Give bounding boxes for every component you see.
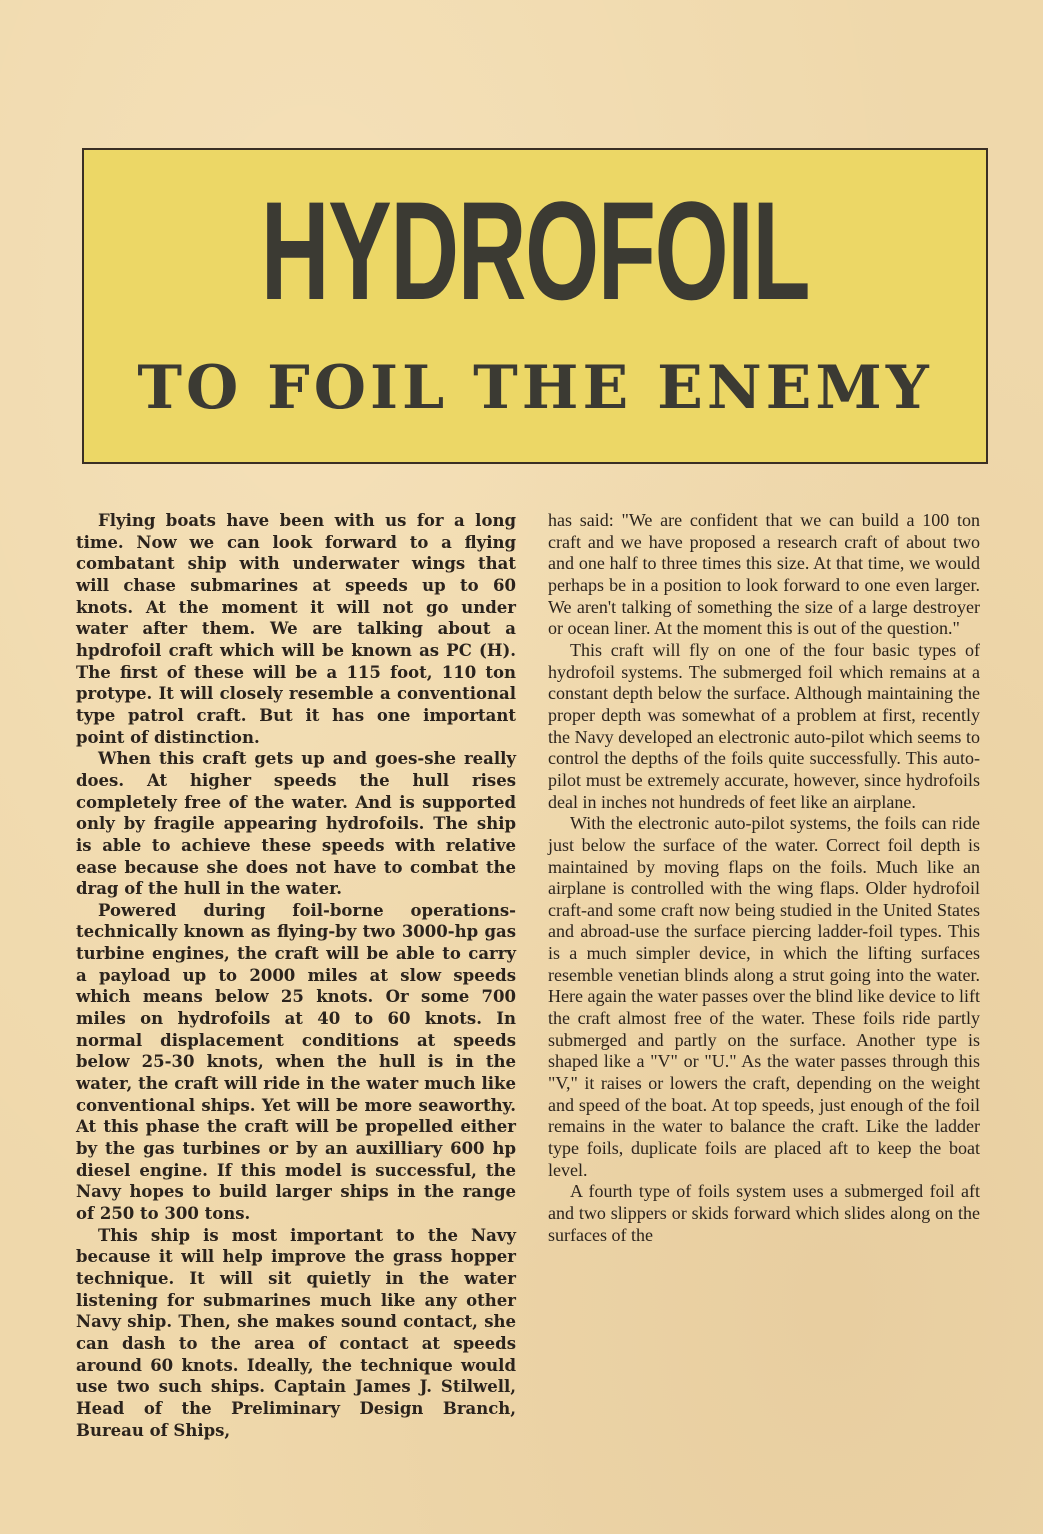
paragraph: With the electronic auto-pilot systems, the foils can ride just below the surface of the water. Correct foil depth is maintained by moving flaps on the foils. Much like an airplane is controlled with the wing flaps. Older hydrofoil craft-and some craft now being studied in the United States and abroad-use the surface piercing ladder-foil types. This is a much simpler device, in which the lifting surfaces resemble venetian blinds along a strut going into the water. Here again the water passes over the blind like device to lift the craft almost free of the water. These foils ride partly submerged and partly on the surface. Another type is shaped like a "V" or "U." As the water passes through this "V," it raises or lowers the craft, depending on the weight and speed of the boat. At top speeds, just enough of the foil remains in the water to balance the craft. Like the ladder type foils, duplicate foils are placed aft to keep the boat level.: [548, 813, 980, 1180]
left-column: [76, 510, 516, 1441]
article-body: [76, 510, 996, 1510]
paragraph: This craft will fly on one of the four basic types of hydrofoil systems. The submerged foil which remains at a constant depth below the surface. Although maintaining the proper depth was somewhat of a problem at first, recently the Navy developed an electronic auto-pilot which seems to control the depths of the foils quite successfully. This auto-pilot must be extremely accurate, however, since hydrofoils deal in inches not hundreds of feet like an airplane.: [548, 639, 980, 812]
right-column: [548, 510, 980, 1246]
paragraph: Powered during foil-borne operations-technically known as flying-by two 3000-hp gas turbine engines, the craft will be able to carry a payload up to 2000 miles at slow speeds which means below 25 knots. Or some 700 miles on hydrofoils at 40 to 60 knots. In normal displacement conditions at speeds below 25-30 knots, when the hull is in the water, the craft will ride in the water much like conventional ships. Yet will be more seaworthy. At this phase the craft will be propelled either by the gas turbines or by an auxilliary 600 hp diesel engine. If this model is successful, the Navy hopes to build larger ships in the range of 250 to 300 tons.: [76, 900, 516, 1223]
paragraph: has said: "We are confident that we can build a 100 ton craft and we have proposed a research craft of about two and one half to three times this size. At that time, we would perhaps be in a position to look forward to one even larger. We aren't talking of something the size of a large destroyer or ocean liner. At the moment this is out of the question.": [548, 510, 980, 639]
subheadline: TO FOIL THE ENEMY: [137, 353, 933, 423]
paragraph: A fourth type of foils system uses a submerged foil aft and two slippers or skids forward which slides along on the surfaces of the: [548, 1181, 980, 1245]
paragraph: When this craft gets up and goes-she really does. At higher speeds the hull rises completely free of the water. And is supported only by fragile appearing hydrofoils. The ship is able to achieve these speeds with relative ease because she does not have to combat the drag of the hull in the water.: [76, 749, 516, 899]
title-banner: [82, 148, 988, 464]
headline: HYDROFOIL: [260, 172, 810, 329]
paragraph: This ship is most important to the Navy because it will help improve the grass hopper technique. It will sit quietly in the water listening for submarines much like any other Navy ship. Then, she makes sound contact, she can dash to the area of contact at speeds around 60 knots. Ideally, the technique would use two such ships. Captain James J. Stilwell, Head of the Preliminary Design Branch, Bureau of Ships,: [76, 1225, 516, 1440]
paragraph: Flying boats have been with us for a long time. Now we can look forward to a flying combatant ship with underwater wings that will chase submarines at speeds up to 60 knots. At the moment it will not go under water after them. We are talking about a hpdrofoil craft which will be known as PC (H). The first of these will be a 115 foot, 110 ton protype. It will closely resemble a conventional type patrol craft. But it has one important point of distinction.: [76, 511, 516, 747]
